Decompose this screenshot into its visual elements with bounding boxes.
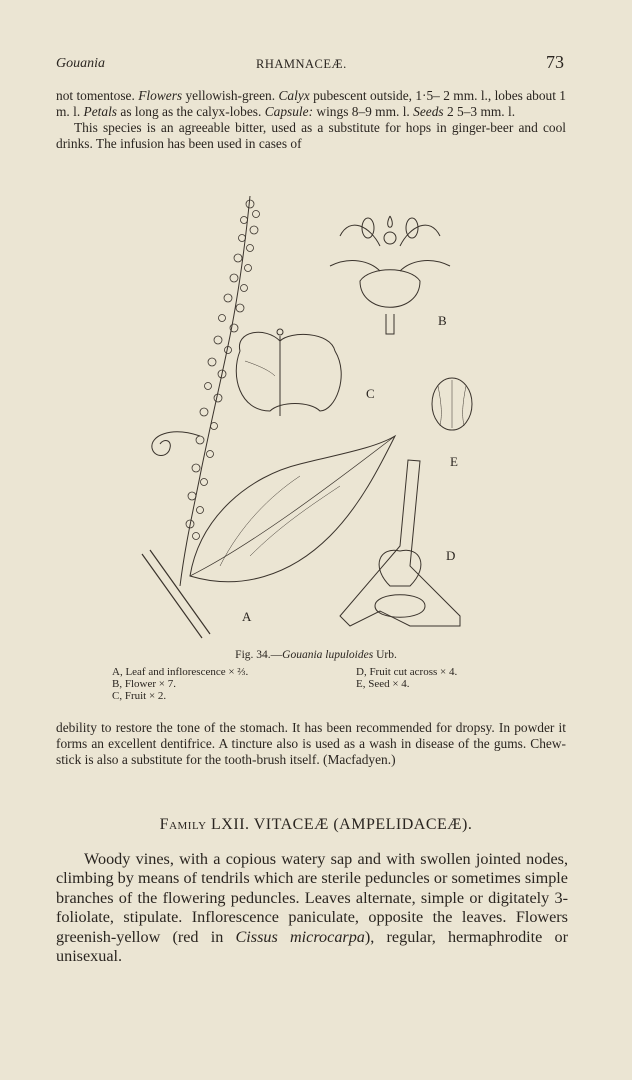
species-description xyxy=(56,88,566,152)
label-e: E xyxy=(450,454,458,469)
stem-piece xyxy=(142,550,210,638)
legend-item: A, Leaf and inflorescence × ⅔. xyxy=(112,666,249,678)
label-a: A xyxy=(242,609,252,624)
family-description: Woody vines, with a copious watery sap and with swollen jointed nodes, climbing by means of tendrils which are sterile peduncles or sometimes simple branches of the flowering peduncles. Leaves alternate, simple or digitately 3-foliolate, stipulate. Inflorescence paniculate, opposite the leaves. Flowers greenish-yellow (red in Cissus microcarpa), regular, hermaphrodite or unisexual. xyxy=(56,850,569,966)
medicinal-uses-paragraph: debility to restore the tone of the stomach. It has been recommended for dropsy. In powder it forms an excellent dentifrice. A tincture also is used as a wash in disease of the gums. Chew-stick is also a substitute for the tooth-brush itself. (Macfadyen.) xyxy=(56,720,566,767)
running-header xyxy=(56,54,566,76)
figure-legend-left xyxy=(112,666,248,702)
fruit-c xyxy=(236,329,341,416)
tendril xyxy=(152,432,200,456)
family-heading: Family LXII. VITACEÆ (AMPELIDACEÆ). xyxy=(159,816,473,833)
fruit-cross-section-d xyxy=(340,460,460,626)
label-c: C xyxy=(366,386,375,401)
figure-caption: Fig. 34.—Gouania lupuloides Urb. xyxy=(235,649,397,661)
page-number: 73 xyxy=(546,52,564,72)
leaf xyxy=(190,436,395,582)
legend-item: D, Fruit cut across × 4. xyxy=(356,666,458,678)
description-paragraph: not tomentose. Flowers yellowish-green. Calyx pubescent outside, 1·5– 2 mm. l., lobes about 1 m. l. Petals as long as the calyx-lobes. Capsule: wings 8–9 mm. l. Seeds 2 5–3 mm. l. xyxy=(56,88,566,119)
header-family: RHAMNACEÆ. xyxy=(256,57,347,71)
botanical-illustration xyxy=(130,186,490,642)
header-genus: Gouania xyxy=(56,56,105,71)
legend-item: E, Seed × 4. xyxy=(356,678,410,690)
figure-legend-right xyxy=(356,666,457,690)
legend-item: B, Flower × 7. xyxy=(112,678,176,690)
uses-paragraph: This species is an agreeable bitter, used as a substitute for hops in ginger-beer and cool drinks. The infusion has been used in cases of xyxy=(56,120,566,151)
label-b: B xyxy=(438,313,447,328)
legend-item: C, Fruit × 2. xyxy=(112,690,167,702)
label-d: D xyxy=(446,548,456,563)
flower-b xyxy=(330,216,450,334)
